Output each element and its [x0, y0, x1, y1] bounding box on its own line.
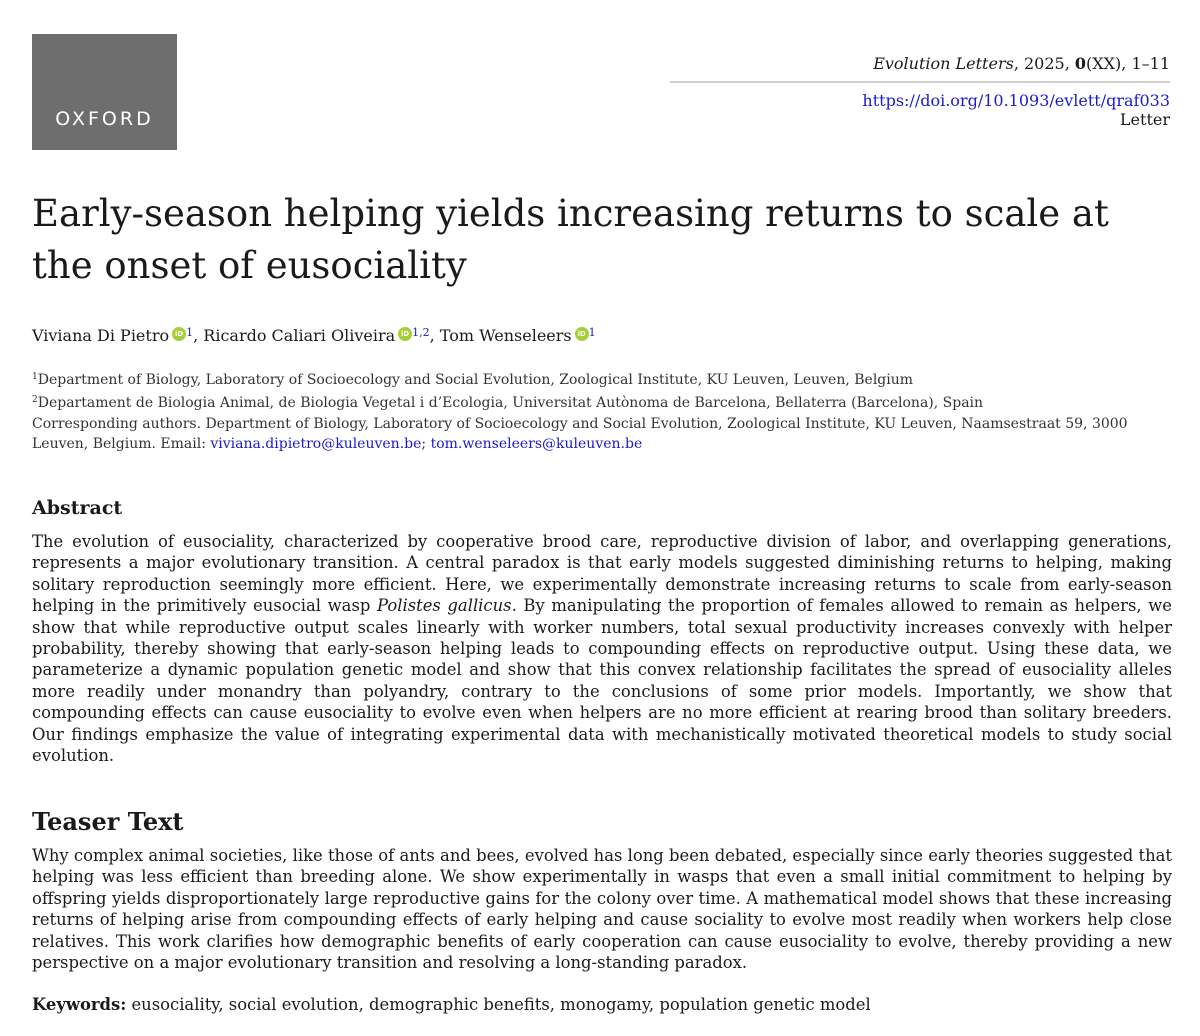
- author-affil-sup[interactable]: 1: [588, 326, 596, 339]
- species-name: Polistes gallicus: [376, 596, 512, 616]
- corresponding-text: Corresponding authors. Department of Biology, Laboratory of Socioecology and Social Evolution, Zoological Institute, KU Leuven, Naamsestraat 59, 3000 Leuven, Belgium. Email:: [32, 416, 1128, 452]
- publisher-logo: [32, 34, 177, 150]
- doi: [670, 91, 1170, 110]
- article-title: Early-season helping yields increasing returns to scale at the onset of eusociality: [32, 192, 1109, 287]
- affiliations: [32, 367, 1172, 413]
- journal-volume: 0: [1074, 54, 1087, 73]
- keywords-text: eusociality, social evolution, demographic benefits, monogamy, population genetic model: [126, 995, 871, 1014]
- author-affil-sup[interactable]: 1: [186, 326, 194, 339]
- journal-info: [670, 54, 1170, 129]
- abstract-heading: Abstract: [32, 497, 123, 519]
- orcid-icon[interactable]: iD: [575, 327, 589, 341]
- journal-year: , 2025,: [1013, 54, 1075, 73]
- author-name: Viviana Di Pietro: [32, 326, 170, 345]
- author-sep: ,: [193, 326, 204, 345]
- email-link[interactable]: viviana.dipietro@kuleuven.be: [210, 436, 422, 452]
- email-sep: ;: [421, 436, 431, 452]
- author-name: Tom Wenseleers: [439, 326, 572, 345]
- affiliation-text: Department of Biology, Laboratory of Socioecology and Social Evolution, Zoological Institute, KU Leuven, Leuven, Belgium: [37, 372, 914, 388]
- orcid-icon[interactable]: iD: [172, 327, 186, 341]
- abstract-part: . By manipulating the proportion of females allowed to remain as helpers, we show that while reproductive output scales linearly with worker numbers, total sexual productivity increases convexly with helper probability, thereby showing that early-season helping leads to compounding effects on reproductive output. Using these data, we parameterize a dynamic population genetic model and show that this convex relationship facilitates the spread of eusociality alleles more readily under monandry than polyandry, contrary to the conclusions of some prior models. Importantly, we show that compounding effects can cause eusociality to evolve even when helpers are no more efficient at rearing brood than solitary breeders. Our findings emphasize the value of integrating experimental data with mechanistically motivated theoretical models to study social evolution.: [32, 596, 1172, 766]
- journal-citation: [670, 54, 1170, 83]
- publisher-logo-text: OXFORD: [55, 108, 154, 130]
- abstract-text: [32, 531, 1172, 766]
- affiliation-num: 1: [32, 372, 38, 382]
- author-list: [32, 322, 1172, 347]
- teaser-text: Why complex animal societies, like those of ants and bees, evolved has long been debated, especially since early theories suggested that helping was less efficient than breeding alone. We show experimentally in wasps that even a small initial commitment to helping by offspring yields disproportionately large reproductive gains for the colony over time. A mathematical model shows that these increasing returns of helping arise from compounding effects of early helping and cause sociality to evolve most readily when workers help close relatives. This work clarifies how demographic benefits of early cooperation can cause eusociality to evolve, thereby providing a new perspective on a major evolutionary transition and resolving a long-standing paradox.: [32, 846, 1172, 973]
- affiliation-item: [32, 367, 1172, 390]
- keywords-label: Keywords:: [32, 995, 127, 1014]
- abstract-part: The evolution of eusociality, characterized by cooperative brood care, reproductive division of labor, and overlapping generations, represents a major evolutionary transition. A central paradox is that early models suggested diminishing returns to helping, making solitary reproduction seemingly more efficient. Here, we experimentally demonstrate increasing returns to scale from early-season helping in the primitively eusocial wasp: [32, 532, 1172, 616]
- affiliation-text: Departament de Biologia Animal, de Biologia Vegetal i d’Ecologia, Universitat Autònoma de Barcelona, Bellaterra (Barcelona), Spain: [37, 395, 984, 411]
- keywords: [32, 994, 1172, 1016]
- affiliation-num: 2: [32, 395, 38, 405]
- corresponding-authors: [32, 414, 1172, 454]
- author-affil-sup[interactable]: 1,2: [412, 326, 430, 339]
- teaser-heading: Teaser Text: [32, 807, 184, 836]
- email-link[interactable]: tom.wenseleers@kuleuven.be: [430, 436, 643, 452]
- journal-name: Evolution Letters: [873, 54, 1014, 73]
- article-type: Letter: [1119, 110, 1170, 129]
- author-name: Ricardo Caliari Oliveira: [203, 326, 396, 345]
- affiliation-item: [32, 390, 1172, 413]
- author-sep: ,: [429, 326, 440, 345]
- doi-link[interactable]: https://doi.org/10.1093/evlett/qraf033: [862, 91, 1170, 110]
- journal-issue-pages: (XX), 1–11: [1086, 54, 1170, 73]
- orcid-icon[interactable]: iD: [398, 327, 412, 341]
